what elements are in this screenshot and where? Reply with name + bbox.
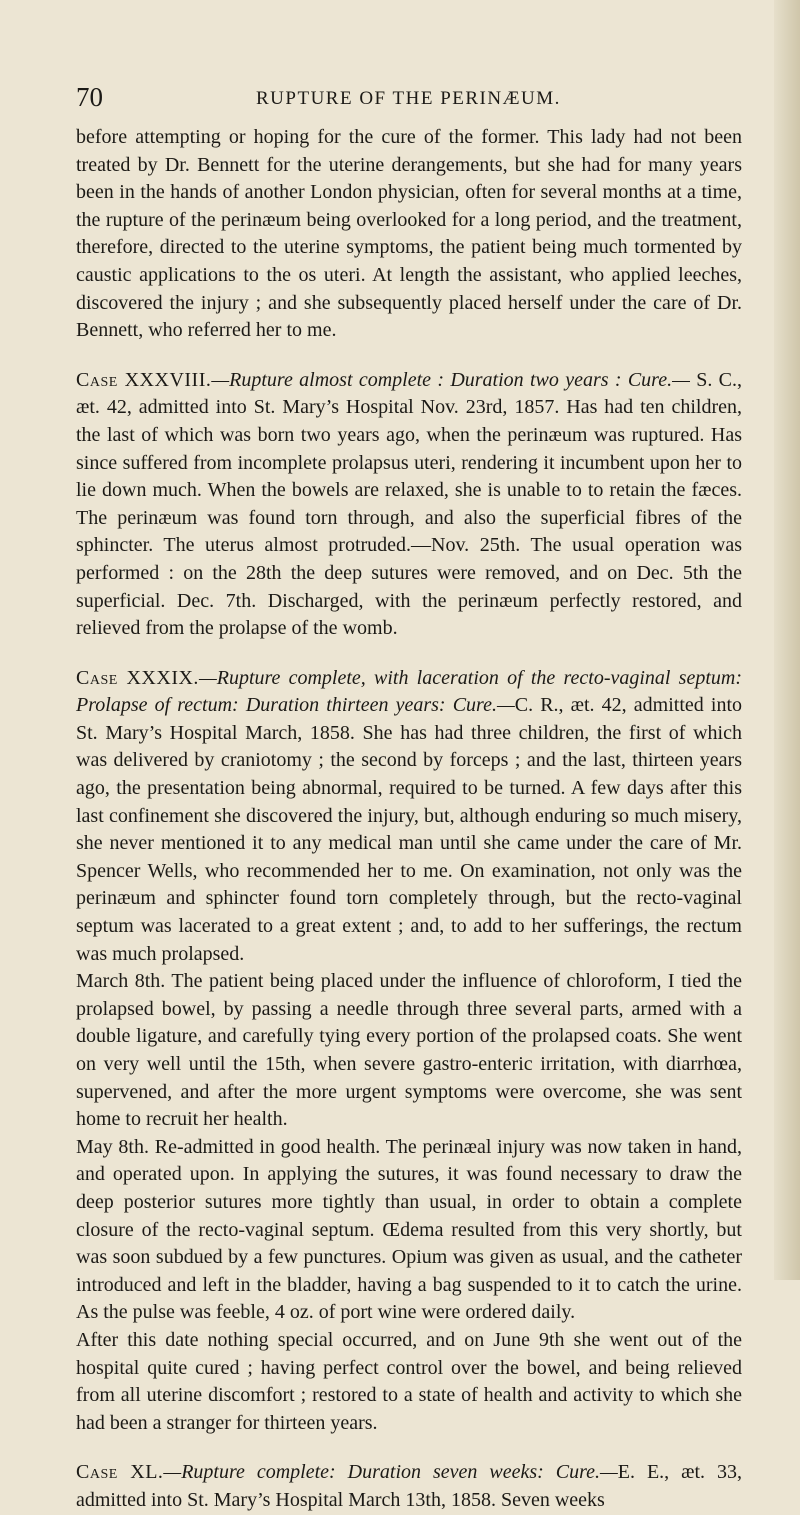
case-39-outcome-paragraph: After this date nothing special occurred, and on June 9th she went out of the hospital quite cured ; having perfect control over the bowel, and being relieved from all uterine discomfort ; restored to a state of health and activity to which she had been a stranger for thirteen years. bbox=[76, 1328, 742, 1434]
case-38-label: Case XXXVIII. bbox=[76, 368, 212, 391]
case-38-paragraph bbox=[76, 367, 742, 643]
case-39-label: Case XXXIX. bbox=[76, 666, 199, 689]
case-38-body: S. C., æt. 42, admitted into St. Mary’s Hospital Nov. 23rd, 1857. Has had ten children, the last of which was born two years ago, when the perinæum was ruptured. Has since suffered from incomplete prolapsus uteri, rendering it incumbent upon her to lie down much. When the bowels are relaxed, she is unable to to retain the fæces. The perinæum was found torn through, and also the superficial fibres of the sphincter. The uterus almost protruded.—Nov. 25th. The usual operation was performed : on the 28th the deep sutures were removed, and on Dec. 5th the superficial. Dec. 7th. Discharged, with the perinæum perfectly restored, and relieved from the prolapse of the womb. bbox=[76, 368, 743, 640]
case-40-paragraph bbox=[76, 1459, 742, 1514]
case-40-title: —Rupture complete: Duration seven weeks: Cure.— bbox=[163, 1461, 618, 1484]
case-40-body: E. E., æt. 33, admitted into St. Mary’s Hospital March 13th, 1858. Seven weeks bbox=[76, 1461, 743, 1511]
case-39-title: —Rupture complete, with laceration of the recto-vaginal septum: Prolapse of rectum: Duration thirteen years: Cure.— bbox=[76, 666, 742, 717]
page-number: 70 bbox=[76, 82, 103, 112]
case-39-body: C. R., æt. 42, admitted into St. Mary’s Hospital March, 1858. She has had three children, the first of which was delivered by craniotomy ; the second by forceps ; and the last, thirteen years ago, the presentation being abnormal, required to be turned. A few days after this last confinement she discovered the injury, but, although enduring so much misery, she never mentioned it to any medical man until she came under the care of Mr. Spencer Wells, who recommended her to me. On examination, not only was the perinæum and sphincter found torn completely through, but the recto-vaginal septum was lacerated to a great extent ; and, to add to her sufferings, the rectum was much prolapsed. bbox=[76, 694, 742, 965]
paragraph-continuation: before attempting or hoping for the cure of the former. This lady had not been treated by Dr. Bennett for the uterine derangements, but she had for many years been in the hands of another London physician, often for several months at a time, the rupture of the perinæum being overlooked for a long period, and the treatment, therefore, directed to the uterine symptoms, the patient being much tormented by caustic applications to the os uteri. At length the assistant, who applied leeches, discovered the injury ; and she subsequently placed herself under the care of Dr. Bennett, who referred her to me. bbox=[76, 126, 742, 342]
case-38-title: —Rupture almost complete : Duration two years : Cure.— bbox=[211, 368, 690, 391]
page-body bbox=[76, 124, 742, 1515]
case-40-label: Case XL. bbox=[76, 1461, 164, 1484]
running-head: RUPTURE OF THE PERINÆUM. bbox=[256, 88, 561, 109]
page-header bbox=[76, 80, 740, 116]
page-edge-shadow bbox=[774, 0, 800, 1280]
case-39-paragraph bbox=[76, 665, 742, 969]
case-39-may-paragraph: May 8th. Re-admitted in good health. The perinæal injury was now taken in hand, and operated upon. In applying the sutures, it was found necessary to draw the deep posterior sutures more tightly than usual, in order to obtain a complete closure of the recto-vaginal septum. Œdema resulted from this very shortly, but was soon subdued by a few punctures. Opium was given as usual, and the catheter introduced and left in the bladder, having a bag suspended to it to catch the urine. As the pulse was feeble, 4 oz. of port wine were ordered daily. bbox=[76, 1135, 742, 1324]
case-39-march-paragraph: March 8th. The patient being placed under the influence of chloroform, I tied the prolapsed bowel, by passing a needle through three several parts, armed with a double ligature, and carefully tying every portion of the prolapsed coats. She went on very well until the 15th, when severe gastro-enteric irritation, with diarrhœa, supervened, and after the more urgent symptoms were overcome, she was sent home to recruit her health. bbox=[76, 970, 742, 1131]
